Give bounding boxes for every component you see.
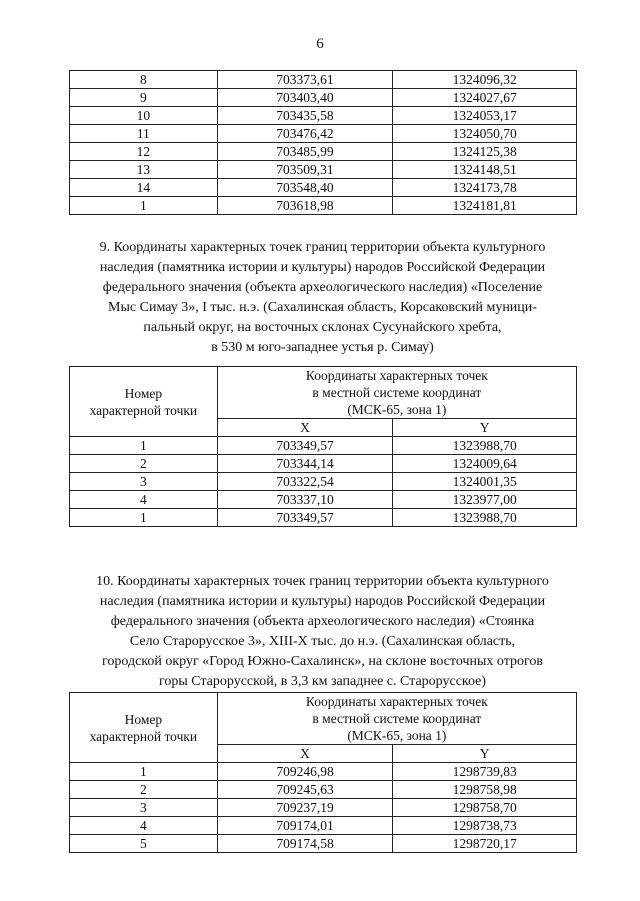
section-9-line: в 530 м юго-западнее устья р. Симау) xyxy=(211,340,434,355)
table-row xyxy=(70,817,577,835)
point-number-cell: 1 xyxy=(70,437,218,455)
coordinates-table-10 xyxy=(69,692,577,853)
table-row xyxy=(70,455,577,473)
header-x: X xyxy=(217,745,393,763)
table-row xyxy=(70,437,577,455)
header-coordinates xyxy=(217,693,576,745)
section-9-line: Мыс Симау 3», I тыс. н.э. (Сахалинская область, Корсаковский муници- xyxy=(108,300,537,315)
table-row xyxy=(70,799,577,817)
header-coordinates xyxy=(217,367,576,419)
point-number-cell: 9 xyxy=(70,89,218,107)
table-row xyxy=(70,161,577,179)
y-coordinate-cell: 1324027,67 xyxy=(393,89,577,107)
x-coordinate-cell: 703403,40 xyxy=(217,89,393,107)
y-coordinate-cell: 1298738,73 xyxy=(393,817,577,835)
table-row xyxy=(70,781,577,799)
header-point-number xyxy=(70,367,218,437)
coordinates-table-continued xyxy=(69,70,577,215)
x-coordinate-cell: 703485,99 xyxy=(217,143,393,161)
x-coordinate-cell: 703509,31 xyxy=(217,161,393,179)
y-coordinate-cell: 1324181,81 xyxy=(393,197,577,215)
y-coordinate-cell: 1298720,17 xyxy=(393,835,577,853)
y-coordinate-cell: 1323977,00 xyxy=(393,491,577,509)
header-point-line: характерной точки xyxy=(89,402,198,418)
table-row xyxy=(70,509,577,527)
header-y: Y xyxy=(393,745,577,763)
table-row xyxy=(70,763,577,781)
point-number-cell: 4 xyxy=(70,491,218,509)
point-number-cell: 13 xyxy=(70,161,218,179)
section-10-line: горы Старорусской, в 3,3 км западнее с. Старорусское) xyxy=(158,674,487,689)
x-coordinate-cell: 703373,61 xyxy=(217,71,393,89)
section-10-line: городской округ «Город Южно-Сахалинск», на склоне восточных отрогов xyxy=(101,654,544,669)
table-row xyxy=(70,197,577,215)
section-10-line: Село Старорусское 3», XIII-X тыс. до н.э. (Сахалинская область, xyxy=(129,634,516,649)
coordinates-table-9 xyxy=(69,366,577,527)
section-10-heading xyxy=(70,572,575,692)
header-coords-line: Координаты характерных точек xyxy=(305,368,488,383)
x-coordinate-cell: 709174,58 xyxy=(217,835,393,853)
x-coordinate-cell: 709174,01 xyxy=(217,817,393,835)
header-point-line: Номер xyxy=(124,711,163,727)
section-9-line: 9. Координаты характерных точек границ территории объекта культурного xyxy=(99,240,546,255)
table-row xyxy=(70,71,577,89)
y-coordinate-cell: 1323988,70 xyxy=(393,437,577,455)
section-9-line: федерального значения (объекта археологического наследия) «Поселение xyxy=(102,280,543,295)
table-row xyxy=(70,107,577,125)
y-coordinate-cell: 1298758,98 xyxy=(393,781,577,799)
x-coordinate-cell: 703548,40 xyxy=(217,179,393,197)
header-coords-line: (МСК-65, зона 1) xyxy=(347,402,447,417)
point-number-cell: 12 xyxy=(70,143,218,161)
section-9-heading xyxy=(70,238,575,358)
point-number-cell: 1 xyxy=(70,197,218,215)
x-coordinate-cell: 703322,54 xyxy=(217,473,393,491)
y-coordinate-cell: 1298739,83 xyxy=(393,763,577,781)
x-coordinate-cell: 703349,57 xyxy=(217,509,393,527)
header-point-line: Номер xyxy=(124,385,163,401)
y-coordinate-cell: 1324001,35 xyxy=(393,473,577,491)
point-number-cell: 1 xyxy=(70,509,218,527)
x-coordinate-cell: 709237,19 xyxy=(217,799,393,817)
header-coords-line: в местной системе координат xyxy=(312,385,482,400)
header-x: X xyxy=(217,419,393,437)
table-row xyxy=(70,835,577,853)
header-coords-line: (МСК-65, зона 1) xyxy=(347,728,447,743)
header-y: Y xyxy=(393,419,577,437)
x-coordinate-cell: 703618,98 xyxy=(217,197,393,215)
point-number-cell: 3 xyxy=(70,799,218,817)
x-coordinate-cell: 703435,58 xyxy=(217,107,393,125)
y-coordinate-cell: 1324096,32 xyxy=(393,71,577,89)
x-coordinate-cell: 703349,57 xyxy=(217,437,393,455)
table-row xyxy=(70,179,577,197)
y-coordinate-cell: 1324050,70 xyxy=(393,125,577,143)
table-row xyxy=(70,125,577,143)
y-coordinate-cell: 1323988,70 xyxy=(393,509,577,527)
point-number-cell: 10 xyxy=(70,107,218,125)
y-coordinate-cell: 1324173,78 xyxy=(393,179,577,197)
section-10-line: 10. Координаты характерных точек границ территории объекта культурного xyxy=(96,574,549,589)
table-row xyxy=(70,143,577,161)
header-point-number xyxy=(70,693,218,763)
y-coordinate-cell: 1324009,64 xyxy=(393,455,577,473)
section-9-line: пальный округ, на восточных склонах Сусунайского хребта, xyxy=(143,320,502,335)
table-row xyxy=(70,491,577,509)
section-10-line: наследия (памятника истории и культуры) народов Российской Федерации xyxy=(99,594,546,609)
point-number-cell: 2 xyxy=(70,781,218,799)
x-coordinate-cell: 703337,10 xyxy=(217,491,393,509)
point-number-cell: 14 xyxy=(70,179,218,197)
x-coordinate-cell: 703344,14 xyxy=(217,455,393,473)
point-number-cell: 2 xyxy=(70,455,218,473)
point-number-cell: 5 xyxy=(70,835,218,853)
table-row xyxy=(70,473,577,491)
section-9-line: наследия (памятника истории и культуры) народов Российской Федерации xyxy=(99,260,546,275)
point-number-cell: 4 xyxy=(70,817,218,835)
point-number-cell: 11 xyxy=(70,125,218,143)
point-number-cell: 3 xyxy=(70,473,218,491)
y-coordinate-cell: 1324053,17 xyxy=(393,107,577,125)
y-coordinate-cell: 1324148,51 xyxy=(393,161,577,179)
y-coordinate-cell: 1298758,70 xyxy=(393,799,577,817)
header-point-line: характерной точки xyxy=(89,728,198,744)
section-10-line: федерального значения (объекта археологического наследия) «Стоянка xyxy=(110,614,535,629)
point-number-cell: 8 xyxy=(70,71,218,89)
table-row xyxy=(70,89,577,107)
x-coordinate-cell: 703476,42 xyxy=(217,125,393,143)
x-coordinate-cell: 709246,98 xyxy=(217,763,393,781)
y-coordinate-cell: 1324125,38 xyxy=(393,143,577,161)
x-coordinate-cell: 709245,63 xyxy=(217,781,393,799)
page-number: 6 xyxy=(316,36,324,52)
header-coords-line: Координаты характерных точек xyxy=(305,694,488,709)
header-coords-line: в местной системе координат xyxy=(312,711,482,726)
point-number-cell: 1 xyxy=(70,763,218,781)
